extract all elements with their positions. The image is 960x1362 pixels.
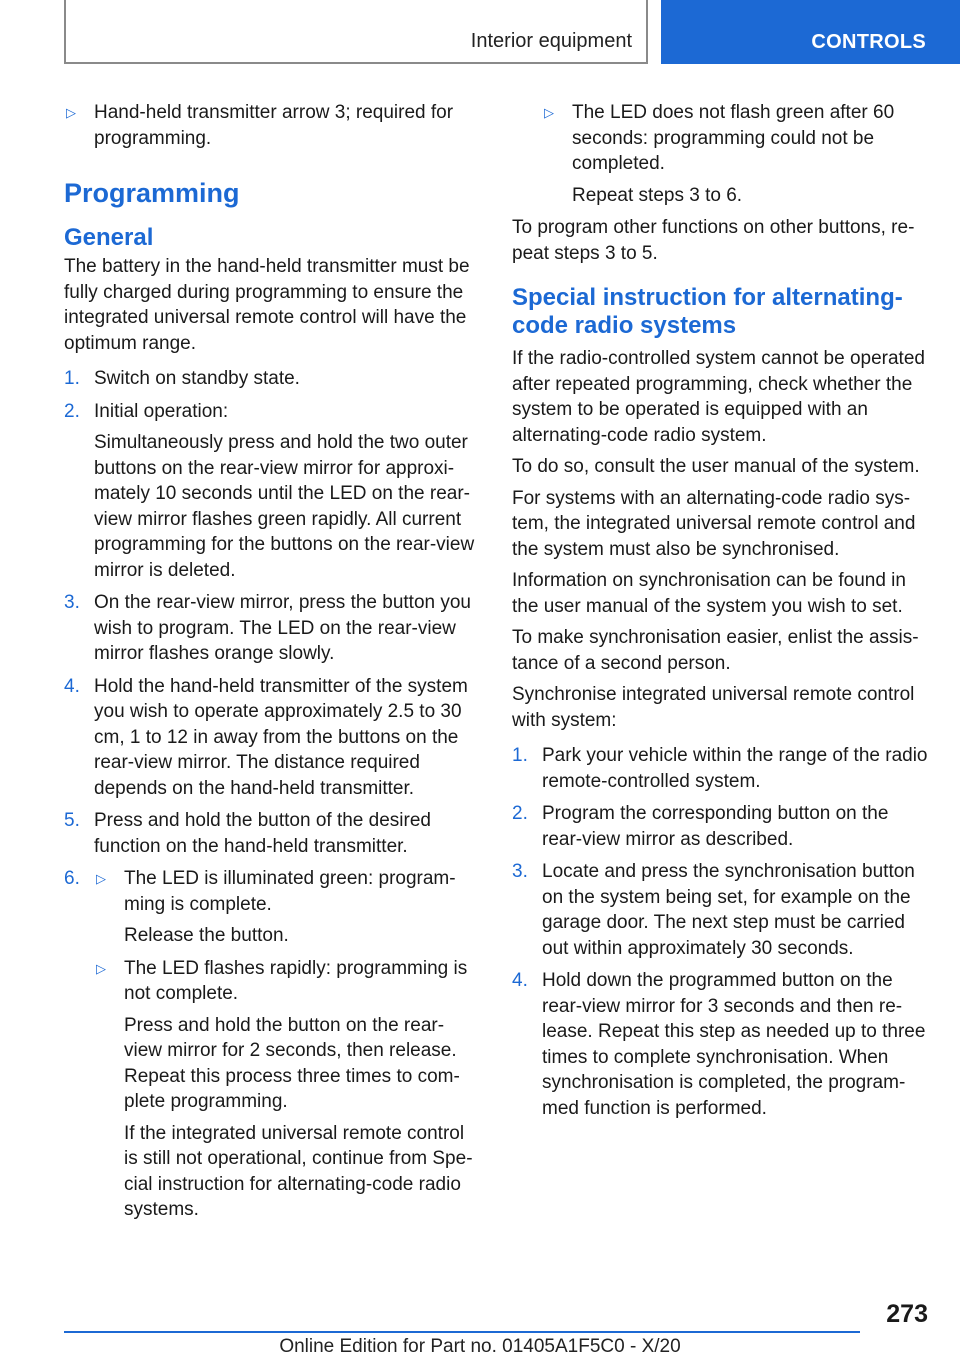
list-item [512,859,930,961]
step-text: Hold the hand-held transmitter of the system you wish to operate approximately 2.5 to 30 cm, 1 to 12 in away from the buttons on the rear-view mirror. The distance required depends on the hand-held transmitter. [94,675,468,799]
general-paragraph: The battery in the hand-held transmitter must be fully charged during programming to ensure the integrated universal remote control will have the optimum range. [64,256,470,354]
list-item [64,808,480,859]
step-number: 6. [64,868,80,889]
step-number: 4. [512,970,528,991]
other-functions-paragraph: To program other functions on other buttons, repeat steps 3 to 5. [512,217,915,264]
list-item [512,968,930,1121]
list-item [64,590,480,667]
header-section-tab [64,0,648,64]
list-item [64,866,480,1223]
bullet-detail: Repeat steps 3 to 6. [572,184,743,206]
special-paragraph: To make synchronisation easier, enlist the assistance of a second person. [512,627,919,674]
step-text: On the rear-view mirror, press the button you wish to program. The LED on the rear-view mirror flashes orange slowly. [94,592,471,664]
list-item [512,801,930,852]
step-number: 1. [64,368,80,389]
footer-edition [0,1336,960,1358]
bullet-text: The LED flashes rapidly: programming is not complete. [124,957,468,1004]
special-paragraph: Synchronise integrated universal remote control with system: [512,684,915,731]
triangle-bullet-icon: ▷ [96,960,106,976]
step-text: Initial operation: [94,400,229,422]
list-item [64,674,480,802]
step-text: Press and hold the button of the desired function on the hand-held transmitter. [94,810,431,857]
page-title: Programming [64,178,240,208]
footer-divider [64,1331,860,1333]
special-paragraph: To do so, consult the user manual of the system. [512,456,920,477]
page-number: 273 [886,1300,928,1328]
bullet-detail: If the integrated universal remote control is still not operational, continue from Special instruction for alternating-code radio systems. [124,1122,473,1220]
header-chapter-tab [661,0,960,64]
bullet-detail: Release the button. [124,925,289,946]
step-number: 2. [512,803,528,824]
nested-bullet [94,866,480,949]
list-item [64,399,480,584]
special-paragraph: For systems with an alternating-code radio system, the integrated universal remote control and the system must also be synchronised. [512,487,916,560]
step-detail: Simultaneously press and hold the two outer buttons on the rear-view mirror for approximately 10 seconds until the LED on the rear-view mirror flashes green rapidly. All current programming for the buttons on the rear-view mirror is deleted. [94,432,475,581]
special-paragraph: Information on synchronisation can be found in the user manual of the system you wish to set. [512,570,906,617]
triangle-bullet-icon: ▷ [66,105,76,120]
list-item [64,366,480,392]
step-number: 3. [512,861,528,882]
step-text: Park your vehicle within the range of the radio remote-controlled system. [542,745,928,792]
nested-bullets [94,866,480,1223]
bullet-text: The LED does not flash green after 60 seconds: programming could not be completed. [572,102,895,174]
continued-bullet [542,100,930,208]
header-chapter-title: CONTROLS [811,31,926,53]
triangle-bullet-icon: ▷ [96,871,106,886]
section-heading-special: Special instruction for alternating-code radio systems [512,284,903,339]
header-section-title: Interior equipment [470,30,632,52]
special-paragraph: If the radio-controlled system cannot be operated after repeated programming, check whether the system to be operated is equipped with an alternating-code radio system. [512,348,925,446]
intro-bullet-text: Hand-held transmitter arrow 3; required for programming. [94,102,454,149]
step-number: 4. [64,675,80,697]
section-heading-general: General [64,224,154,251]
step-number: 5. [64,810,80,831]
footer-edition-text: Online Edition for Part no. 01405A1F5C0 - X/20 [279,1336,681,1357]
triangle-bullet-icon: ▷ [544,105,554,120]
bullet-text: The LED is illuminated green: programming is complete. [124,868,456,915]
right-column [512,100,930,1128]
list-item [512,743,930,794]
step-number: 1. [512,745,528,766]
step-text: Locate and press the synchronisation button on the system being set, for example on the garage door. The next step must be carried out within approximately 30 seconds. [542,861,915,959]
left-column [64,100,480,1230]
step-number: 3. [64,592,80,613]
bullet-detail: Press and hold the button on the rear-view mirror for 2 seconds, then release. Repeat this process three times to complete programming. [124,1014,460,1112]
step-text: Switch on standby state. [94,368,300,389]
step-number: 2. [64,400,80,422]
step-text: Program the corresponding button on the rear-view mirror as described. [542,803,889,850]
step-text: Hold down the programmed button on the rear-view mirror for 3 seconds and then release. Repeat this step as needed up to three times to complete synchronisation. When synchronisation is completed, the programmed function is performed. [542,970,926,1119]
intro-bullet [64,100,480,151]
nested-bullet [94,956,480,1223]
